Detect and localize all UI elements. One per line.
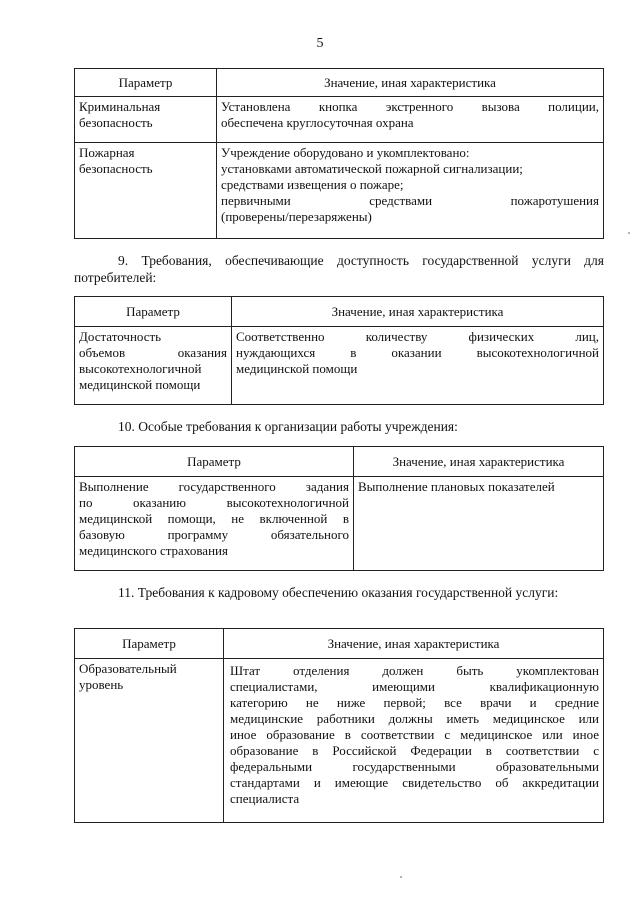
header-param: Параметр (75, 447, 354, 477)
section-11-text: 11. Требования к кадровому обеспечению оказания государственной услуги: (118, 585, 559, 600)
value-line: стандартами и имеющие свидетельство об аккредитации (230, 775, 599, 790)
param-line: Достаточность (79, 329, 162, 344)
organization-table (74, 446, 604, 571)
param-line: Образовательный (79, 661, 177, 676)
table-row (75, 327, 604, 405)
table-row (75, 97, 604, 143)
value-line: (проверены/перезаряжены) (221, 209, 372, 224)
header-param: Параметр (75, 297, 232, 327)
header-value: Значение, иная характеристика (354, 447, 604, 477)
header-param: Параметр (75, 629, 224, 659)
table-row (75, 143, 604, 239)
value-line: нуждающихся в оказании высокотехнологичной (236, 345, 599, 360)
safety-table (74, 68, 604, 239)
scan-speck (628, 232, 630, 234)
section-10-heading (74, 418, 604, 435)
value-cell (354, 477, 604, 571)
value-cell (217, 143, 604, 239)
value-cell (232, 327, 604, 405)
param-line: по оказанию высокотехнологичной (79, 495, 349, 510)
staffing-table (74, 628, 604, 823)
param-line: медицинской помощи (79, 377, 201, 392)
param-line: Криминальная (79, 99, 161, 114)
param-line: объемов оказания (79, 345, 227, 360)
header-value: Значение, иная характеристика (224, 629, 604, 659)
param-line: высокотехнологичной (79, 361, 202, 376)
value-line: медицинские работники должны иметь медицинское или (230, 711, 599, 726)
param-line: Выполнение государственного задания (79, 479, 349, 494)
header-value: Значение, иная характеристика (217, 69, 604, 97)
value-line: Учреждение оборудовано и укомплектовано: (221, 145, 470, 160)
table-header-row (75, 69, 604, 97)
scan-speck (400, 876, 402, 878)
value-line: медицинской помощи (236, 361, 358, 376)
value-line: первичными средствами пожаротушения (221, 193, 599, 208)
table-header-row (75, 629, 604, 659)
value-line: Выполнение плановых показателей (358, 479, 555, 494)
param-cell (75, 327, 232, 405)
param-line: базовую программу обязательного (79, 527, 349, 542)
header-param: Параметр (75, 69, 217, 97)
accessibility-table (74, 296, 604, 405)
value-line: средствами извещения о пожаре; (221, 177, 404, 192)
value-line: установками автоматической пожарной сигнализации; (221, 161, 523, 176)
param-cell (75, 143, 217, 239)
value-line: Штат отделения должен быть укомплектован (230, 663, 599, 678)
param-line: Пожарная (79, 145, 135, 160)
section-9-text: 9. Требования, обеспечивающие доступность государственной услуги для потребителей: (74, 253, 604, 285)
value-line: образование в Российской Федерации в соответствии с (230, 743, 599, 758)
table-header-row (75, 297, 604, 327)
value-line: Установлена кнопка экстренного вызова полиции, (221, 99, 599, 114)
value-cell (217, 97, 604, 143)
section-10-text: 10. Особые требования к организации работы учреждения: (118, 419, 458, 434)
param-line: уровень (79, 677, 124, 692)
section-11-heading (74, 584, 604, 601)
page-number: 5 (316, 36, 324, 51)
param-line: безопасность (79, 161, 153, 176)
param-line: безопасность (79, 115, 153, 130)
param-cell (75, 97, 217, 143)
value-line: обеспечена круглосуточная охрана (221, 115, 414, 130)
value-line: категорию не ниже первой; все врачи и средние (230, 695, 599, 710)
param-cell (75, 477, 354, 571)
header-value: Значение, иная характеристика (232, 297, 604, 327)
table-row (75, 477, 604, 571)
value-line: специалистами, имеющими квалификационную (230, 679, 599, 694)
table-row (75, 659, 604, 823)
value-cell (224, 659, 604, 823)
value-line: Соответственно количеству физических лиц, (236, 329, 599, 344)
param-line: медицинской помощи, не включенной в (79, 511, 349, 526)
param-line: медицинского страхования (79, 543, 228, 558)
table-header-row (75, 447, 604, 477)
param-cell (75, 659, 224, 823)
value-line: специалиста (230, 791, 300, 806)
value-line: федеральными государственными образовательными (230, 759, 599, 774)
section-9-heading (74, 252, 604, 286)
value-line: иное образование в соответствии с медицинское или иное (230, 727, 599, 742)
